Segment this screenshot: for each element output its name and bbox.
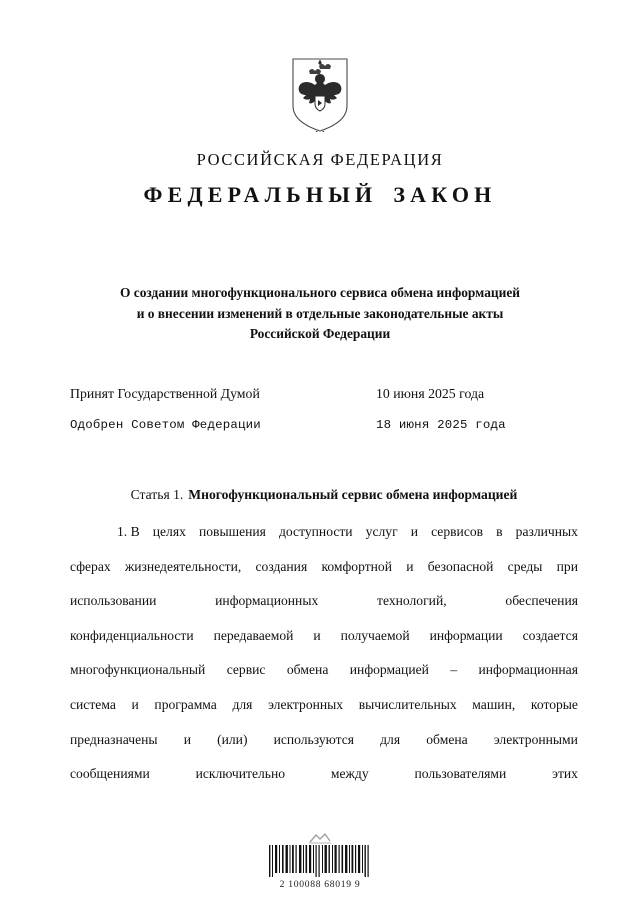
law-type-word-federal: ФЕДЕРАЛЬНЫЙ bbox=[143, 182, 378, 207]
body-word: пользователями bbox=[414, 766, 507, 782]
body-word: и bbox=[131, 696, 139, 712]
body-word: информации bbox=[429, 627, 503, 643]
body-word: и bbox=[410, 524, 419, 539]
council-label: Одобрен Советом Федерации bbox=[70, 418, 261, 432]
council-approval-row bbox=[70, 418, 578, 450]
body-word: электронными bbox=[493, 731, 578, 747]
body-word: (или) bbox=[217, 731, 248, 747]
body-word: технологий, bbox=[377, 593, 447, 609]
body-word: получаемой bbox=[340, 627, 410, 643]
barcode-icon bbox=[268, 845, 372, 877]
council-date: 18 июня 2025 года bbox=[376, 418, 506, 432]
body-word: комфортной bbox=[321, 558, 393, 574]
body-word: и bbox=[406, 558, 414, 574]
adoption-block bbox=[70, 386, 578, 450]
body-word: предназначены bbox=[70, 731, 158, 747]
body-word: доступности bbox=[279, 524, 353, 539]
body-word: при bbox=[556, 558, 578, 574]
body-line bbox=[70, 593, 578, 628]
body-word: машин, bbox=[472, 696, 516, 712]
body-line bbox=[70, 766, 578, 801]
body-word: информацией bbox=[349, 662, 429, 678]
barcode-number: 2 100088 68019 9 bbox=[279, 879, 361, 890]
print-mark-icon bbox=[307, 833, 333, 844]
body-word: используются bbox=[273, 731, 355, 747]
duma-label: Принят Государственной Думой bbox=[70, 386, 260, 401]
body-word: обеспечения bbox=[505, 593, 578, 609]
emblem-container bbox=[0, 58, 640, 132]
body-word: обмена bbox=[286, 662, 329, 678]
body-word: для bbox=[232, 696, 253, 712]
body-word: и bbox=[183, 731, 191, 747]
law-type-word-law: ЗАКОН bbox=[393, 182, 497, 207]
body-word: сообщениями bbox=[70, 766, 150, 782]
body-word: – bbox=[450, 662, 458, 678]
body-word: различных bbox=[515, 524, 578, 539]
body-word: для bbox=[380, 731, 401, 747]
russian-coat-of-arms-icon bbox=[291, 58, 349, 132]
document-title bbox=[70, 283, 570, 345]
body-word: этих bbox=[552, 766, 578, 782]
body-word: исключительно bbox=[195, 766, 286, 782]
body-line bbox=[70, 628, 578, 663]
duma-date: 10 июня 2025 года bbox=[376, 386, 485, 401]
country-heading: РОССИЙСКАЯ ФЕДЕРАЦИЯ bbox=[196, 150, 444, 169]
body-line bbox=[70, 559, 578, 594]
body-word: передаваемой bbox=[213, 627, 294, 643]
document-title-line-2: и о внесении изменений в отдельные законодательные акты bbox=[136, 305, 504, 321]
body-word: вычислительных bbox=[358, 696, 457, 712]
barcode-footer bbox=[0, 833, 640, 890]
body-word: сервис bbox=[226, 662, 266, 678]
body-line bbox=[70, 662, 578, 697]
body-word: повышения bbox=[198, 524, 266, 539]
body-word: сервисов bbox=[431, 524, 484, 539]
body-word: информационная bbox=[478, 662, 578, 678]
body-word: между bbox=[330, 766, 369, 782]
body-line bbox=[70, 732, 578, 767]
body-word: среды bbox=[507, 558, 543, 574]
body-line bbox=[70, 524, 578, 559]
body-word: в bbox=[496, 524, 503, 539]
body-word: программа bbox=[154, 696, 217, 712]
body-word: услуг bbox=[365, 524, 398, 539]
article-title: Многофункциональный сервис обмена информацией bbox=[188, 487, 518, 502]
article-heading bbox=[70, 485, 578, 505]
article-body bbox=[70, 524, 578, 801]
body-word: целях bbox=[152, 524, 186, 539]
body-word: обмена bbox=[426, 731, 468, 747]
body-word: информационных bbox=[215, 593, 319, 609]
document-title-line-1: О создании многофункционального сервиса обмена информацией bbox=[120, 285, 520, 300]
body-word: безопасной bbox=[427, 558, 494, 574]
body-word: создается bbox=[522, 627, 578, 643]
body-word: и bbox=[313, 627, 321, 643]
body-word: использовании bbox=[70, 593, 157, 609]
body-word: электронных bbox=[268, 696, 344, 712]
body-word: конфиденциальности bbox=[70, 627, 194, 643]
article-number: Статья 1. bbox=[130, 487, 184, 502]
body-word: система bbox=[70, 696, 116, 712]
duma-adoption-row bbox=[70, 386, 578, 418]
body-word: которые bbox=[530, 696, 578, 712]
document-title-line-3: Российской Федерации bbox=[249, 326, 391, 341]
law-type-heading bbox=[0, 182, 640, 208]
body-word: создания bbox=[255, 558, 308, 574]
body-word: сферах bbox=[70, 558, 111, 574]
body-word: многофункциональный bbox=[70, 662, 206, 678]
body-word: жизнедеятельности, bbox=[124, 558, 242, 574]
body-word: 1. В bbox=[117, 524, 140, 539]
body-line bbox=[70, 697, 578, 732]
